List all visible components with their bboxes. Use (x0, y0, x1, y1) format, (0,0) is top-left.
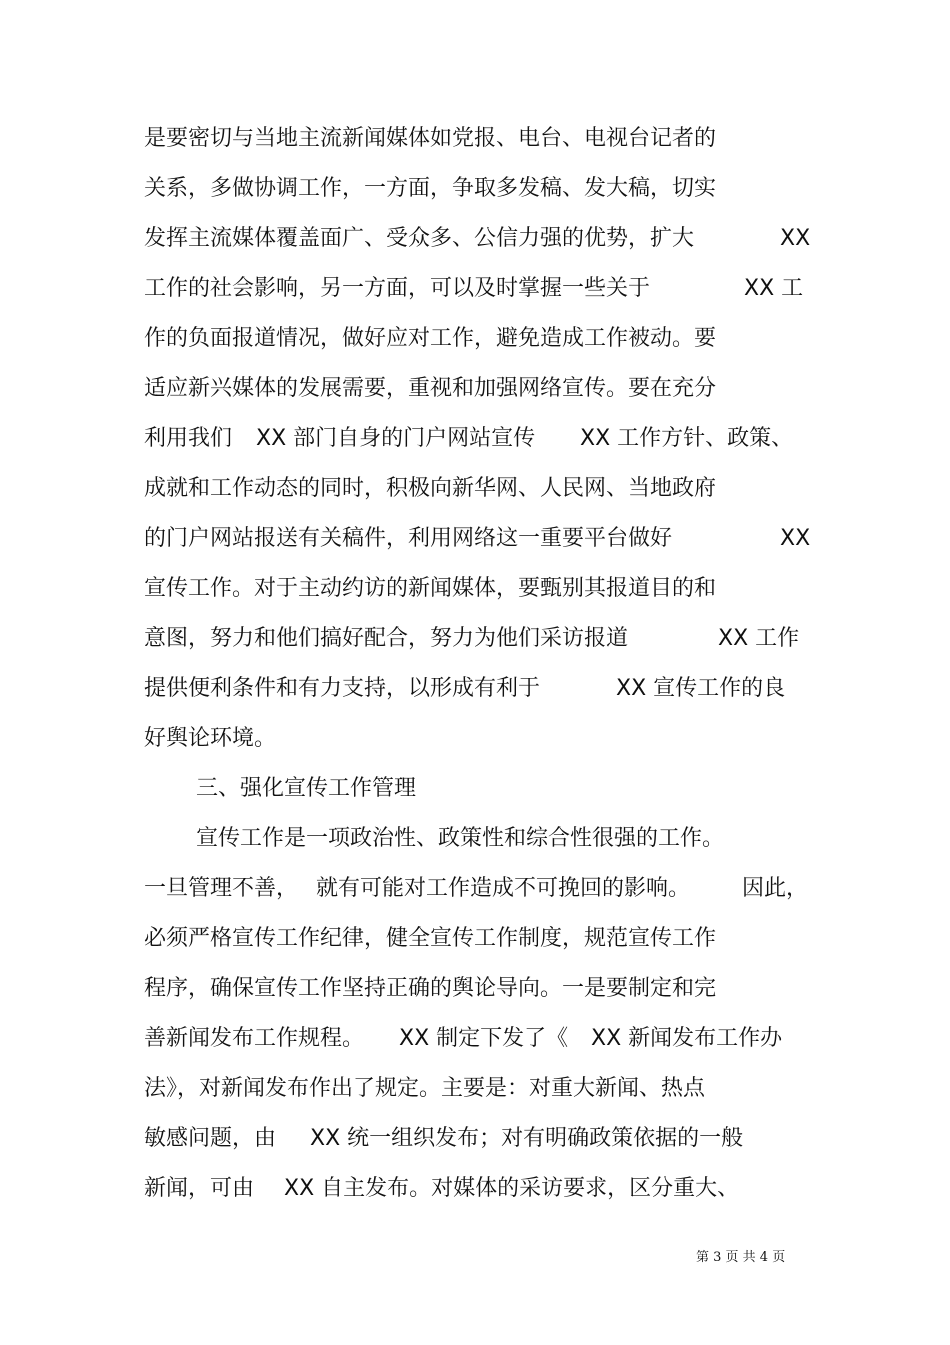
text-line (144, 922, 824, 956)
text-segment: 作的负面报道情况，做好应对工作，避免造成工作被动。要 (144, 326, 717, 351)
text-line (144, 222, 824, 256)
text-segment: 适应新兴媒体的发展需要，重视和加强网络宣传。要在充分 (144, 376, 717, 401)
text-segment: XX 新闻发布工作办 (591, 1026, 783, 1051)
text-segment: XX (780, 526, 811, 551)
text-segment: 敏感问题，由 (144, 1126, 277, 1151)
text-line (144, 672, 824, 706)
text-segment: 三、强化宣传工作管理 (196, 776, 417, 801)
text-line (144, 572, 824, 606)
text-line (144, 772, 824, 806)
text-segment: XX 工作 (718, 626, 800, 651)
text-line (144, 122, 824, 156)
text-segment: XX 部门自身的门户网站宣传 (256, 426, 536, 451)
text-segment: 法》，对新闻发布作出了规定。主要是：对重大新闻、热点 (144, 1076, 706, 1101)
text-segment: 的门户网站报送有关稿件，利用网络这一重要平台做好 (144, 526, 673, 551)
text-segment: 因此， (742, 876, 809, 901)
text-line (144, 1022, 824, 1056)
text-segment: 关系，多做协调工作，一方面，争取多发稿、发大稿，切实 (144, 176, 717, 201)
text-segment: XX 工作方针、政策、 (580, 426, 794, 451)
text-line (144, 972, 824, 1006)
text-segment: 一旦管理不善， (144, 876, 299, 901)
text-line (144, 872, 824, 906)
text-segment: 工作的社会影响，另一方面，可以及时掌握一些关于 (144, 276, 651, 301)
text-segment: XX (780, 226, 811, 251)
text-segment: XX 自主发布。对媒体的采访要求，区分重大、 (284, 1176, 740, 1201)
text-line (144, 622, 824, 656)
text-segment: 宣传工作。对于主动约访的新闻媒体，要甄别其报道目的和 (144, 576, 717, 601)
text-segment: 就有可能对工作造成不可挽回的影响。 (316, 876, 691, 901)
text-line (144, 372, 824, 406)
page-footer: 第 3 页 共 4 页 (696, 1250, 786, 1265)
text-segment: 意图，努力和他们搞好配合，努力为他们采访报道 (144, 626, 629, 651)
text-line (144, 322, 824, 356)
text-segment: 善新闻发布工作规程。 (144, 1026, 365, 1051)
text-segment: 发挥主流媒体覆盖面广、受众多、公信力强的优势，扩大 (144, 226, 695, 251)
text-line (144, 422, 824, 456)
text-line (144, 522, 824, 556)
text-segment: 提供便利条件和有力支持，以形成有利于 (144, 676, 541, 701)
text-segment: 成就和工作动态的同时，积极向新华网、人民网、当地政府 (144, 476, 717, 501)
text-line (144, 1172, 824, 1206)
text-line (144, 722, 824, 756)
text-segment: XX 工 (744, 276, 804, 301)
text-line (144, 272, 824, 306)
text-segment: 是要密切与当地主流新闻媒体如党报、电台、电视台记者的 (144, 126, 717, 151)
text-segment: 好舆论环境。 (144, 726, 277, 751)
text-segment: XX 宣传工作的良 (616, 676, 786, 701)
text-line (144, 822, 824, 856)
text-line (144, 172, 824, 206)
text-line (144, 1122, 824, 1156)
text-segment: 宣传工作是一项政治性、政策性和综合性很强的工作。 (196, 826, 725, 851)
text-segment: 程序，确保宣传工作坚持正确的舆论导向。一是要制定和完 (144, 976, 717, 1001)
text-line (144, 472, 824, 506)
text-segment: XX 制定下发了《 (399, 1026, 569, 1051)
text-line (144, 1072, 824, 1106)
text-segment: XX 统一组织发布；对有明确政策依据的一般 (310, 1126, 744, 1151)
text-segment: 必须严格宣传工作纪律，健全宣传工作制度，规范宣传工作 (144, 926, 717, 951)
text-segment: 新闻，可由 (144, 1176, 255, 1201)
text-segment: 利用我们 (144, 426, 233, 451)
